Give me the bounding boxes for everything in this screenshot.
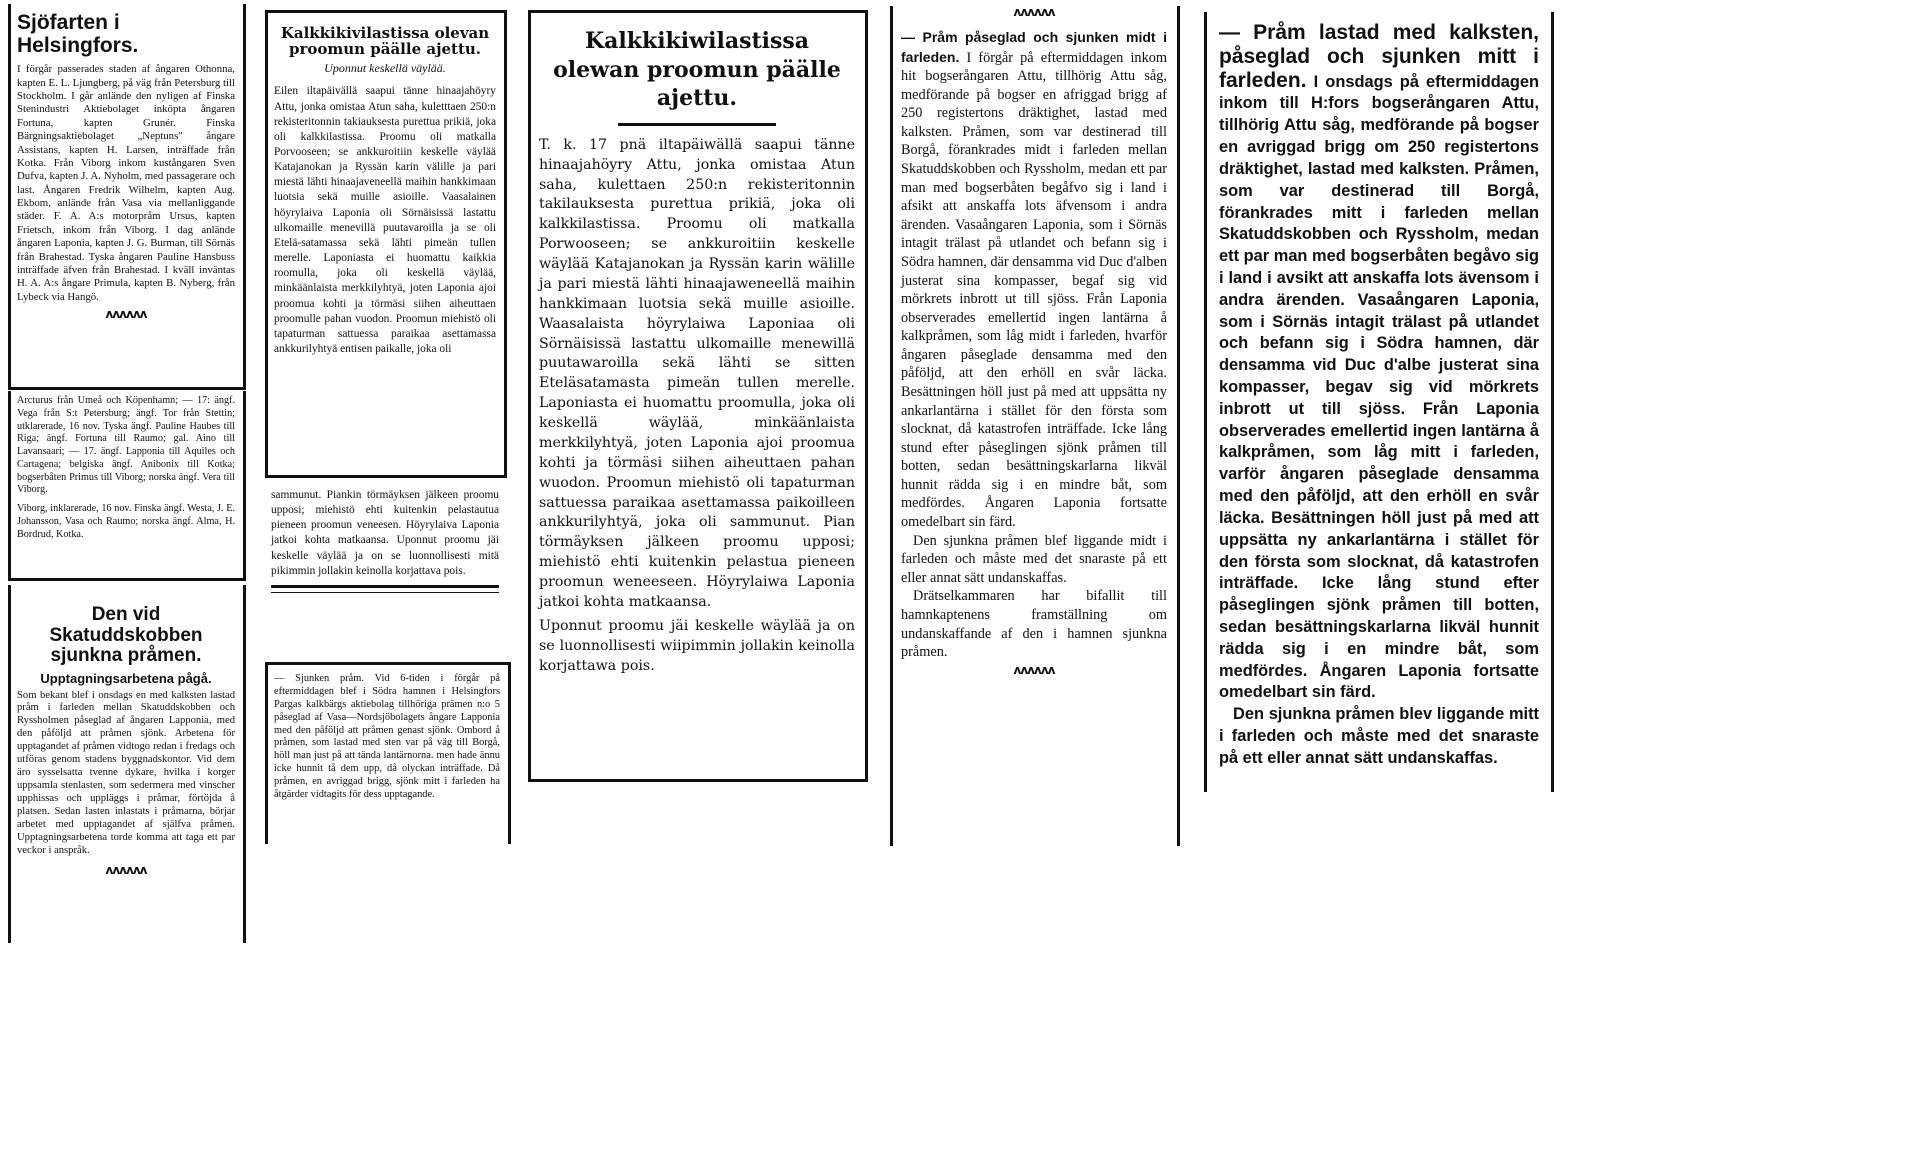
- ornament: ᴧᴧᴧᴧᴧᴧ: [1013, 6, 1055, 19]
- clipping-body: sammunut. Piankin törmäyksen jälkeen proomu upposi; miehistö ehti kuitenkin pelastautua pieneen proomun veneesen. Höyrylaiva Laponia jatkoi kohta matkaansa. Uponnut proomu jäi keskelle väylää ja on se luonnollisesti mitä pikimmin jollakin keinolla korjattava pois.: [271, 489, 499, 577]
- clipping-title: — Pråm påseglad och sjunken midt i farleden.: [901, 29, 1167, 65]
- ornament: ᴧᴧᴧᴧᴧᴧ: [105, 307, 147, 322]
- clipping-subtitle: Upptagningsarbetena pågå.: [40, 670, 212, 686]
- clipping-sjofarten: [8, 4, 246, 390]
- clipping-pram-paseglad: [890, 6, 1180, 846]
- clipping-body: I förgår passerades staden af ångaren Othonna, kapten E. L. Ljungberg, på väg från Petersburg till Stockholm. I går anlände den nyligen af Finska Stenindustri Aktiebolaget inköpta ångaren Fortuna, kapten Grunér. Finska Bärgningsaktiebolaget „Neptuns" ångare Assistans, kapten H. Larsen, inträffade från Kotka. Från Viborg inkom kustångaren Sven Dufva, kapten J. A. Nyholm, med passagerare och last. Ångaren Fredrik Wilhelm, kapten Aug. Ekbom, anlände från Vasa via mellanliggande städer. F. A. A:s motorpråm Ursus, kapten Frietsch, inkom från Viborg. I dag anlände ångaren Laponia, kapten J. G. Burman, till Sörnäs från Brahestad. Tyska ångaren Pauline Hansbuss inträffade äfven från Brahestad. I kväll inväntas H. A. A:s ångare Primula, kapten B. Nyberg, från Lybeck via Hangö.: [17, 63, 235, 303]
- clipping-title: Kalkkikivilastissa olevan proomun päälle ajettu.: [280, 24, 490, 59]
- clipping-body: — Sjunken pråm. Vid 6-tiden i förgår på eftermiddagen blef i Södra hamnen i Helsingfors Pargas kalkbärgs aktiebolag tillhöriga prämen n:o 5 påseglad af Vasa—Nordsjöbolagets ångare Lapponia med den påföljd att pråmen genast sjönk. Ombord å pråmen, som lastad med sten var på väg till Borgå, höll man just på att tända lantärnorna. men hade ännu icke hunnit tå dem upp, då olyckan inträffade. Då pråmen, en avriggad brigg, sjönk mitt i farleden ha åtgärder vidtagits för dess upptagande.: [274, 673, 500, 801]
- clipping-shipping-list: [8, 391, 246, 581]
- clipping-title: — Pråm lastad med kalksten, påseglad och sjunken mitt i farleden.: [1219, 21, 1539, 92]
- clipping-skatuddskobben: [8, 585, 246, 943]
- clipping-body-2: Uponnut proomu jäi keskelle wäylää ja on se luonnollisesti wiipimmin jollakin keinolla korjattawa pois.: [539, 617, 855, 674]
- clipping-body: T. k. 17 pnä iltapäiwällä saapui tänne hinaajahöyry Attu, jonka omistaa Atun saha, kulettaen 250:n rekisteritonnin takilauksesta purettua prikiä, joka oli kalkkilastissa. Proomu oli matkalla Porwooseen; se ankkuroitiin keskelle wäylää Katajanokan ja Ryssän karin wälille ja pari miestä lähti hinaajaweneellä maihin hankkimaan luotsia sekä muille asioille. Waasalaista höyrylaiwa Laponiaa oli Sörnäisissä lastattu ulkomaille menewillä puutawaroilla sekä lähti se sitten Eteläsatamasta pimeän tullen merelle. Laponiasta ei huomattu proomulla, joka oli keskellä wäylää, minkäänlaista merkkilyhtyä, joten Laponia ajoi proomua kohti ja törmäsi siihen aiheuttaen pahan wuodon. Proomun miehistö oli tapaturman sattuessa paraikaa asettamassa paikoilleen ankkurilyhtyä, joka oli sammunut. Pian törmäyksen jälkeen proomu upposi; miehistö ehti kuitenkin pelastua pieneen proomun weneeseen. Höyrylaiwa Laponia jatkoi kohta matkaansa.: [539, 136, 855, 610]
- ornament: ᴧᴧᴧᴧᴧᴧ: [105, 862, 147, 877]
- clipping-kalkkikivilastissa-cont: [265, 482, 507, 660]
- clipping-pram-lastad: [1204, 12, 1554, 792]
- divider-rule: [618, 123, 776, 126]
- clipping-body: [901, 28, 1167, 532]
- clipping-body-2: Viborg, inklarerade, 16 nov. Finska ängf. Westa, J. E. Johansson, Vasa och Raumo; norska ängf. Alma, H. Bordrud, Kotka.: [17, 503, 235, 540]
- clipping-title: Kalkkikiwilastissa olewan proomun päälle ajettu.: [553, 28, 841, 112]
- clipping-sjunken-pram: [265, 662, 511, 844]
- clipping-title: Den vid Skatuddskobben sjunkna pråmen.: [49, 604, 203, 667]
- clipping-body-2: Den sjunkna pråmen blev liggande mitt i farleden och måste med det snaraste på ett eller annat sätt undanskaffas.: [1219, 705, 1539, 767]
- clipping-body: [1219, 22, 1539, 704]
- clipping-body: Arcturus från Umeå och Köpenhamn; — 17: ängf. Vega från S:t Petersburg; ängf. Tor från Stettin; utklarerade, 16 nov. Tyska ängf. Pauline Haubes till Riga; ängf. Fortuna till Raumo; gal. Aino till Lavansaari; — 17. ängf. Lapponia till Aquiles och Cartagena; belgiska ängf. Anibonix till Kotka; bogserbåten Primus till Viborg; norska ängf. Vera till Viborg.: [17, 395, 235, 496]
- clipping-body: Eilen iltapäivällä saapui tänne hinaajahöyry Attu, jonka omistaa Atun saha, kuletttaen 250:n rekisteritonnin takiauksesta purettua prikiä, joka oli kalkkilastissa. Proomu oli matkalla Porvooseen; se ankkuroitiin keskelle väylää Katajanokan ja Ryssän karin välille ja pari miestä lähti hinaajaveneellä maihin hankkimaan luotsia sekä muille asioille. Vaasalainen höyrylaiva Laponia oli Sörnäisissä lastattu ulkomaille menevillä puutavaroilla ja se oli Etelä-satamassa sekä lähti pimeän tullen merelle. Laponiasta ei huomattu kaikkia roomulla, joka oli keskellä väylää, minkäänlaista merkkilyhtyä, joten Laponia ajoi proomua kohti ja törmäsi siihen aiheuttaen proomulle pahan vuodon. Proomun miehistö oli tapaturman sattuessa paraikaa asettamassa ankkurilyhtyä entisen paikalle, joka oli: [274, 85, 496, 356]
- clipping-subtitle: Uponnut keskellä väylää.: [324, 61, 446, 76]
- clipping-body-2: Den sjunkna pråmen blef liggande midt i farleden och måste med det snaraste på ett eller annat sätt undanskaffas.: [901, 532, 1167, 586]
- clipping-kalkkikivilastissa: [265, 10, 507, 478]
- clipping-body: Som bekant blef i onsdags en med kalksten lastad pråm i farleden mellan Skatuddskobben och Ryssholmen påseglad af ångaren Lapponia, med den påföljd att pråmen sjönk. Arbetena för upptagandet af pråmen vidtogo redan i fredags och utföras genom stadens byggnadskontor. Vid dem äro sysselsatta tvenne dykare, hvilka i korger uppsamla stenlasten, som sedermera med vinscher upphissas och uppläggs i pråmar, förtöjda å platsen. Sedan lasten inlastats i pråmarna, börjar arbetet med upptagandet af själfva pråmen. Upptagningsarbetena torde komma att taga ett par veckor i anspråk.: [17, 689, 235, 856]
- clipping-text: I förgår på eftermiddagen inkom hit bogserångaren Attu, tillhörig Attu såg, medförande på bogser en afriggad brigg af 250 registertons dräktighet, lastad med kalksten. Pråmen, som var destinerad till Borgå, förankrades midt i farleden mellan Skatuddskobben och Ryssholm, medan ett par man med bogserbåten begåfvo sig i land i afsikt att anskaffa lots äfvensom i andra ärenden. Vasaångaren Laponia, som i Sörnäs intagit trälast på utlandet och befann sig i Södra hamnen, där densamma vid Duc d'alben justerat sina kompasser, begaf sig vid mörkrets inbrott ut till sjöss. Från Laponia observerades emellertid ingen lantärna å kalkpråmen, som låg midt i farleden, hvarför ångaren påseglade densamma med den påföljd, att den erhöll en svår läcka. Besättningen höll just på med att uppsätta ny ankarlantärna i stället för den första som slocknat, då katastrofen inträffade. Icke lång stund efter påseglingen sjönk pråmen till botten, sedan besättningskarlarna likväl hunnit rädda sig i en mindre båt, som medfördes. Ångaren Laponia fortsatte omedelbart sin färd.: [901, 49, 1167, 531]
- divider-rule: [271, 585, 499, 593]
- clipping-text: I onsdags på eftermiddagen inkom till H:fors bogserångaren Attu, tillhörig Attu såg, medförande på bogser en avriggad brigg om 250 registertons dräktighet, lastad med kalksten. Pråmen, som var destinerad till Borgå, förankrades mitt i farleden mellan Skatuddskobben och Ryssholm, medan ett par man med bogserbåten begåvo sig i land i avsikt att anskaffa lots ävensom i andra ärenden. Vasaångaren Laponia, som i Sörnäs intagit trälast på utlandet och befann sig i Södra hamnen, där densamma vid Duc d'albe justerat sina kompasser, begav sig vid mörkrets inbrott ut till sjöss. Från Laponia observerades emellertid ingen lantärna å kalkpråmen, som låg mitt i farleden, varför ångaren påseglade densamma med den påföljd, att den erhöll en svår läcka. Besättningen höll just på med att uppsätta ny ankarlantärna i stället för den första som slocknat, då katastrofen inträffade. Icke lång stund efter påseglingen sjönk pråmen till botten, sedan besättningskarlarna likväl hunnit rädda sig i en mindre båt, som medfördes. Ångaren Laponia fortsatte omedelbart sin färd.: [1219, 72, 1539, 702]
- ornament: ᴧᴧᴧᴧᴧᴧ: [1013, 662, 1055, 677]
- clipping-body-3: Drätselkammaren har bifallit till hamnkaptenens framställning om undanskaffande af den i hamnen sjunkna pråmen.: [901, 588, 1167, 661]
- clipping-title: Sjöfarten i Helsingfors.: [17, 11, 139, 57]
- clipping-kalkkikiwilastissa-fraktur: [528, 10, 868, 782]
